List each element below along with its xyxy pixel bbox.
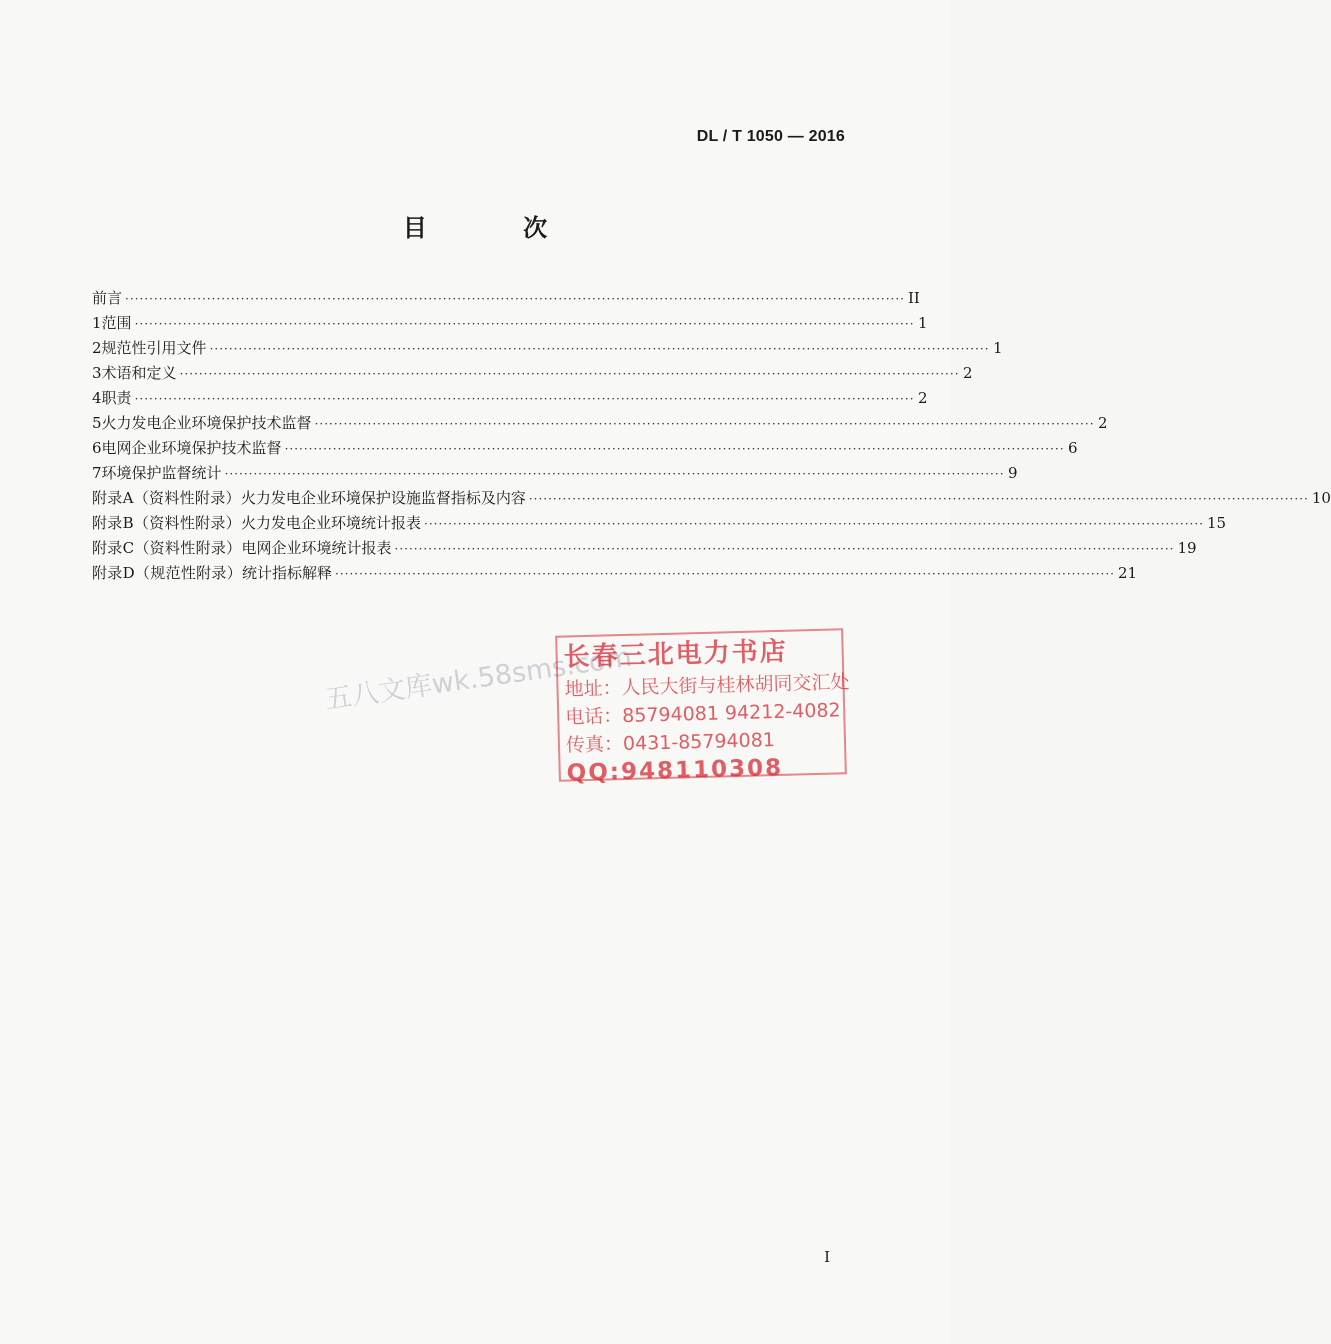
stamp-fax: 传真：0431-85794081 <box>565 729 776 757</box>
toc-item-foreword[interactable] <box>92 287 920 312</box>
page-number: I <box>824 1248 830 1266</box>
toc-leader-dots: ·································································································································································· <box>394 542 1175 556</box>
toc-leader-dots: ·································································································································································· <box>528 492 1309 506</box>
toc-item-page: 2 <box>962 364 973 382</box>
toc-leader-dots: ·································································································································································· <box>134 317 915 331</box>
toc-item-appendix-a[interactable] <box>92 487 1331 512</box>
toc-item-3[interactable] <box>92 362 973 387</box>
toc-item-label: 火力发电企业环境保护设施监督指标及内容 <box>240 489 526 507</box>
page-title: 目 次 <box>402 213 592 242</box>
bookstore-stamp <box>555 628 850 787</box>
toc-item-page: 6 <box>1067 439 1078 457</box>
toc-item-label: 规范性引用文件 <box>101 339 207 357</box>
toc-leader-dots: ·································································································································································· <box>424 517 1204 531</box>
toc-item-appendix-d[interactable] <box>92 562 1138 587</box>
toc-item-page: 10 <box>1311 489 1331 507</box>
toc-item-1[interactable] <box>92 312 928 337</box>
stamp-address: 地址：人民大街与桂林胡同交汇处 <box>564 671 850 701</box>
toc-leader-dots: ·································································································································································· <box>134 392 915 406</box>
toc-leader-dots: ·································································································································································· <box>209 342 990 356</box>
stamp-phone: 电话：85794081 94212-4082 <box>564 699 841 729</box>
toc-item-label: 前言 <box>92 289 123 307</box>
toc-item-2[interactable] <box>92 337 1003 362</box>
toc-item-label: 火力发电企业环境统计报表 <box>241 514 422 532</box>
toc-item-page: 1 <box>992 339 1003 357</box>
toc-leader-dots: ·································································································································································· <box>314 417 1095 431</box>
toc-item-number: 2 <box>92 339 102 357</box>
document-code: DL / T 1050 — 2016 <box>696 128 845 145</box>
toc-appendix-label: 附录C（资料性附录） <box>92 539 242 557</box>
table-of-contents <box>92 287 1331 587</box>
toc-item-label: 范围 <box>101 314 132 332</box>
stamp-qq: QQ:948110308 <box>566 754 784 787</box>
toc-item-page: 15 <box>1207 514 1227 532</box>
toc-item-page: 1 <box>917 314 928 332</box>
toc-item-appendix-b[interactable] <box>92 512 1227 537</box>
toc-item-page: 9 <box>1007 464 1018 482</box>
toc-item-page: 2 <box>917 389 928 407</box>
toc-leader-dots: ·································································································································································· <box>179 367 960 381</box>
toc-item-5[interactable] <box>92 412 1108 437</box>
toc-appendix-label: 附录D（规范性附录） <box>92 564 243 582</box>
toc-item-4[interactable] <box>92 387 928 412</box>
toc-item-page: 19 <box>1177 539 1197 557</box>
toc-leader-dots: ·································································································································································· <box>284 442 1065 456</box>
toc-item-number: 7 <box>92 464 102 482</box>
toc-item-appendix-c[interactable] <box>92 537 1197 562</box>
toc-item-label: 火力发电企业环境保护技术监督 <box>101 414 312 432</box>
toc-item-number: 3 <box>92 364 102 382</box>
toc-leader-dots: ·································································································································································· <box>335 567 1115 581</box>
toc-item-label: 术语和定义 <box>101 364 177 382</box>
toc-appendix-label: 附录A（资料性附录） <box>92 489 241 507</box>
stamp-shop-name: 长春三北电力书店 <box>563 636 789 673</box>
toc-item-number: 1 <box>92 314 102 332</box>
toc-item-number: 5 <box>92 414 102 432</box>
toc-item-label: 环境保护监督统计 <box>101 464 222 482</box>
toc-item-label: 统计指标解释 <box>242 564 333 582</box>
toc-item-page: 2 <box>1097 414 1108 432</box>
toc-appendix-label: 附录B（资料性附录） <box>92 514 242 532</box>
toc-item-label: 电网企业环境统计报表 <box>241 539 392 557</box>
toc-leader-dots: ·································································································································································· <box>224 467 1005 481</box>
toc-item-number: 6 <box>92 439 102 457</box>
toc-item-7[interactable] <box>92 462 1018 487</box>
toc-item-6[interactable] <box>92 437 1078 462</box>
toc-item-page: 21 <box>1118 564 1138 582</box>
toc-item-page: II <box>907 289 920 307</box>
toc-leader-dots: ·································································································································································· <box>125 292 905 306</box>
site-watermark: 五八文库wk.58sms.com <box>322 641 634 716</box>
toc-item-label: 电网企业环境保护技术监督 <box>101 439 282 457</box>
toc-item-number: 4 <box>92 389 102 407</box>
toc-item-label: 职责 <box>101 389 132 407</box>
